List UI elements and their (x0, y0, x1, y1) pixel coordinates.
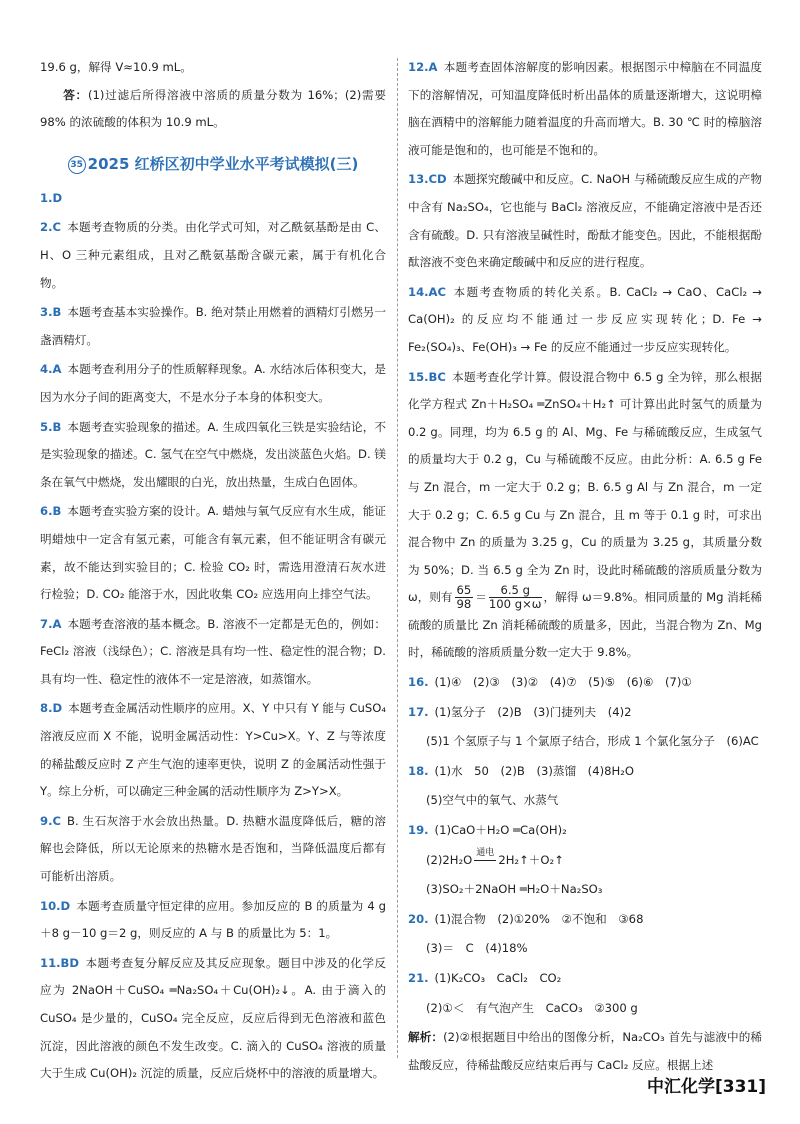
item-text: ，解得 ω＝9.8%。相同质量的 Mg 消耗稀硫酸的质量比 Zn 消耗稀硫酸的质量多，因此，当混合物为 Zn、Mg 时，稀硫酸的溶质质量分数一定大于 9.8%。 (408, 590, 762, 660)
answer-item-18: 18. (1)水 50 (2)B (3)蒸馏 (4)8H₂O (408, 763, 634, 778)
reaction-condition: 通电 (474, 847, 496, 874)
answer-item (40, 299, 386, 354)
item-number: 5.B (40, 419, 62, 434)
item-text: 本题考查基本实验操作。B. 绝对禁止用燃着的酒精灯引燃另一盏酒精灯。 (40, 305, 386, 347)
right-column (408, 54, 762, 1081)
item-text: B. 生石灰溶于水会放出热量。D. 热糖水温度降低后，糖的溶解也会降低，所以无论原来的热糖水是否饱和，当降低温度后都有可能析出溶质。 (40, 813, 386, 884)
answer-item (40, 893, 386, 948)
item-text: 本题考查质量守恒定律的应用。参加反应的 B 的质量为 4 g＋8 g－10 g＝2 g，则反应的 A 与 B 的质量比为 5：1。 (40, 898, 386, 941)
book-title: 中汇化学 (646, 1077, 715, 1097)
answer-item-20: 20. (1)混合物 (2)①20% ②不饱和 ③68 (408, 911, 644, 926)
intro-line: 19.6 g，解得 V≈10.9 mL。 (40, 60, 192, 74)
answer-item (408, 54, 762, 164)
answer-item-20-cont: (3)＝ C (4)18% (426, 941, 528, 956)
column-divider (397, 58, 398, 1058)
page-footer (647, 1072, 766, 1097)
answer-item-15 (408, 364, 762, 668)
item-number: 2.C (40, 220, 61, 235)
answer-item (40, 950, 386, 1088)
answer-item-18-cont: (5)空气中的氧气、水蒸气 (426, 793, 559, 808)
answer-paragraph (40, 82, 386, 137)
answer-item-17: 17. (1)氢分子 (2)B (3)门捷列夫 (4)2 (408, 704, 632, 719)
answer-item-17-cont: (5)1 个氢原子与 1 个氯原子结合，形成 1 个氯化氢分子 (6)AC (426, 734, 759, 749)
item-text: 本题考查利用分子的性质解释现象。A. 水结冰后体积变大，是因为水分子间的距离变大，不是水分子本身的体积变大。 (40, 362, 386, 404)
item-number: 7.A (40, 616, 62, 631)
answer-item-19-equation-3: (3)SO₂＋2NaOH ═H₂O＋Na₂SO₃ (426, 882, 603, 897)
answer-text: (1)过滤后所得溶液中溶质的质量分数为 16%；(2)需要 98% 的浓硫酸的体积为 10.9 mL。 (40, 87, 386, 130)
answer-item (40, 356, 386, 411)
item-text: 本题考查溶液的基本概念。B. 溶液不一定都是无色的，例如：FeCl₂ 溶液（浅绿色）；C. 溶液是具有均一性、稳定性的混合物；D. 具有均一性、稳定性的液体不一定是溶液，如蒸馏水。 (40, 616, 386, 686)
fraction-65-98: $\frac{65}{98}$ (456, 583, 472, 612)
left-column (40, 54, 386, 1090)
fraction-mass: $\frac{6.5 g}{100 g\times\omega}$ (488, 583, 542, 612)
item-text: 本题考查化学计算。假设混合物中 6.5 g 全为锌，那么根据化学方程式 Zn＋H₂SO₄ ═ZnSO₄＋H₂↑ 可计算出此时氢气的质量为 0.2 g。同理，均为 6.5 g 的 Al、Mg、Fe 与稀硫酸反应，生成氢气的质量均大于 0.2 g，Cu 与稀硫酸不反应。由此分析：A. 6.5 g Fe 与 Zn 混合，m 一定大于 0.2 g；B. 6.5 g Al 与 Zn 混合，m 一定大于 0.2 g；C. 6.5 g Cu 与 Zn 混合，且 m 等于 0.1 g 时，可求出混合物中 Zn 的质量为 3.25 g，Cu 的质量为 3.25 g，其质量分数为 50%；D. 当 6.5 g 全为 Zn 时，设此时稀硫酸的溶质质量分数为 ω，则有 (408, 369, 762, 605)
answer-item (408, 279, 762, 362)
item-text: 本题考查复分解反应及其反应现象。题目中涉及的化学反应为 2NaOH＋CuSO₄ ═Na₂SO₄＋Cu(OH)₂↓。A. 由于滴入的 CuSO₄ 是少量的，CuSO₄ 完全反应，反应后得到无色溶液和蓝色沉淀，因此溶液的颜色不发生改变。C. 滴入的 CuSO₄ 溶液的质量大于生成 Cu(OH)₂ 沉淀的质量，反应后烧杯中的溶液的质量增大。 (40, 955, 386, 1081)
answer-item (40, 695, 386, 805)
item-number: 1.D (40, 190, 63, 205)
answer-item (40, 498, 386, 608)
item-text: 本题考查金属活动性顺序的应用。X、Y 中只有 Y 能与 CuSO₄ 溶液反应而 X 不能，说明金属活动性：Y>Cu>X。Y、Z 与等浓度的稀盐酸反应时 Z 产生气泡的速率更快，说明 Z 的金属活动性强于 Y。综上分析，可以确定三种金属的活动性顺序为 Z>Y>X。 (40, 701, 386, 799)
answer-item (408, 166, 762, 276)
answer-item-19: 19. (1)CaO＋H₂O ═Ca(OH)₂ (408, 823, 567, 838)
item-number: 8.D (40, 701, 63, 716)
item-number: 10.D (40, 898, 71, 913)
answer-item (40, 808, 386, 891)
item-number: 6.B (40, 504, 62, 519)
item-number: 11.BD (40, 955, 79, 970)
equals-sign: ＝ (475, 590, 487, 605)
answer-item-21: 21. (1)K₂CO₃ CaCl₂ CO₂ (408, 971, 562, 985)
answer-item-21-cont: (2)①＜ 有气泡产生 CaCO₃ ②300 g (426, 1000, 638, 1015)
answer-item (40, 611, 386, 694)
item-number: 13.CD (408, 172, 447, 187)
item-text: 本题考查实验现象的描述。A. 生成四氧化三铁是实验结论，不是实验现象的描述。C. 氢气在空气中燃烧，发出淡蓝色火焰。D. 镁条在氧气中燃烧，发出耀眼的白光，放出热量，生成白色固体。 (40, 419, 386, 489)
answer-item (40, 185, 386, 213)
analysis-text: (2)②根据题目中给出的图像分析，Na₂CO₃ 首先与滤液中的稀盐酸反应，待稀盐酸反应结束后再与 CaCl₂ 反应。根据上述 (408, 1030, 762, 1072)
page-number: [331] (714, 1077, 766, 1097)
item-number: 12.A (408, 60, 438, 74)
item-number: 15.BC (408, 369, 446, 384)
analysis-label: 解析： (408, 1030, 444, 1045)
item-number: 3.B (40, 305, 62, 320)
item-text: 本题考查物质的分类。由化学式可知，对乙酰氨基酚是由 C、H、O 三种元素组成，且对乙酰氨基酚含碳元素，属于有机化合物。 (40, 220, 386, 290)
section-title: 2025 红桥区初中学业水平考试模拟(三) (87, 154, 359, 173)
section-number-icon: 35 (68, 156, 86, 174)
answer-item-19-equation-2: (2)2H₂O 通电 2H₂↑＋O₂↑ (426, 847, 762, 875)
item-number: 9.C (40, 813, 61, 828)
answer-item (40, 414, 386, 497)
item-text: 本题考查物质的转化关系。B. CaCl₂ → CaO、CaCl₂ → Ca(OH)₂ 的反应均不能通过一步反应实现转化；D. Fe → Fe₂(SO₄)₃、Fe(OH)₃ → Fe 的反应不能通过一步反应实现转化。 (408, 284, 762, 354)
answer-item (40, 214, 386, 297)
answer-label: 答： (63, 87, 88, 102)
item-number: 4.A (40, 362, 62, 377)
item-number: 14.AC (408, 284, 447, 299)
item-text: 本题探究酸碱中和反应。C. NaOH 与稀硫酸反应生成的产物中含有 Na₂SO₄，它也能与 BaCl₂ 溶液反应，不能确定溶液中是否还含有硫酸。D. 只有溶液呈碱性时，酚酞才能变色。因此，不能根据酚酞溶液不变色来确定酸碱中和反应的进行程度。 (408, 172, 762, 270)
answer-item-16: 16. (1)④ (2)③ (3)② (4)⑦ (5)⑤ (6)⑥ (7)① (408, 675, 692, 690)
item-text: 本题考查固体溶解度的影响因素。根据图示中樟脑在不同温度下的溶解情况，可知温度降低时析出晶体的质量逐渐增大，这说明樟脑在酒精中的溶解能力随着温度的升高而增大。B. 30 ℃ 时的樟脑溶液可能是饱和的，也可能是不饱和的。 (408, 60, 762, 157)
item-text: 本题考查实验方案的设计。A. 蜡烛与氧气反应有水生成，能证明蜡烛中一定含有氢元素，可能含有氧元素，但不能证明含有碳元素，故不能达到实验目的；C. 检验 CO₂ 时，需选用澄清石灰水进行检验；D. CO₂ 能溶于水，因此收集 CO₂ 应选用向上排空气法。 (40, 504, 386, 602)
section-heading (40, 151, 386, 177)
